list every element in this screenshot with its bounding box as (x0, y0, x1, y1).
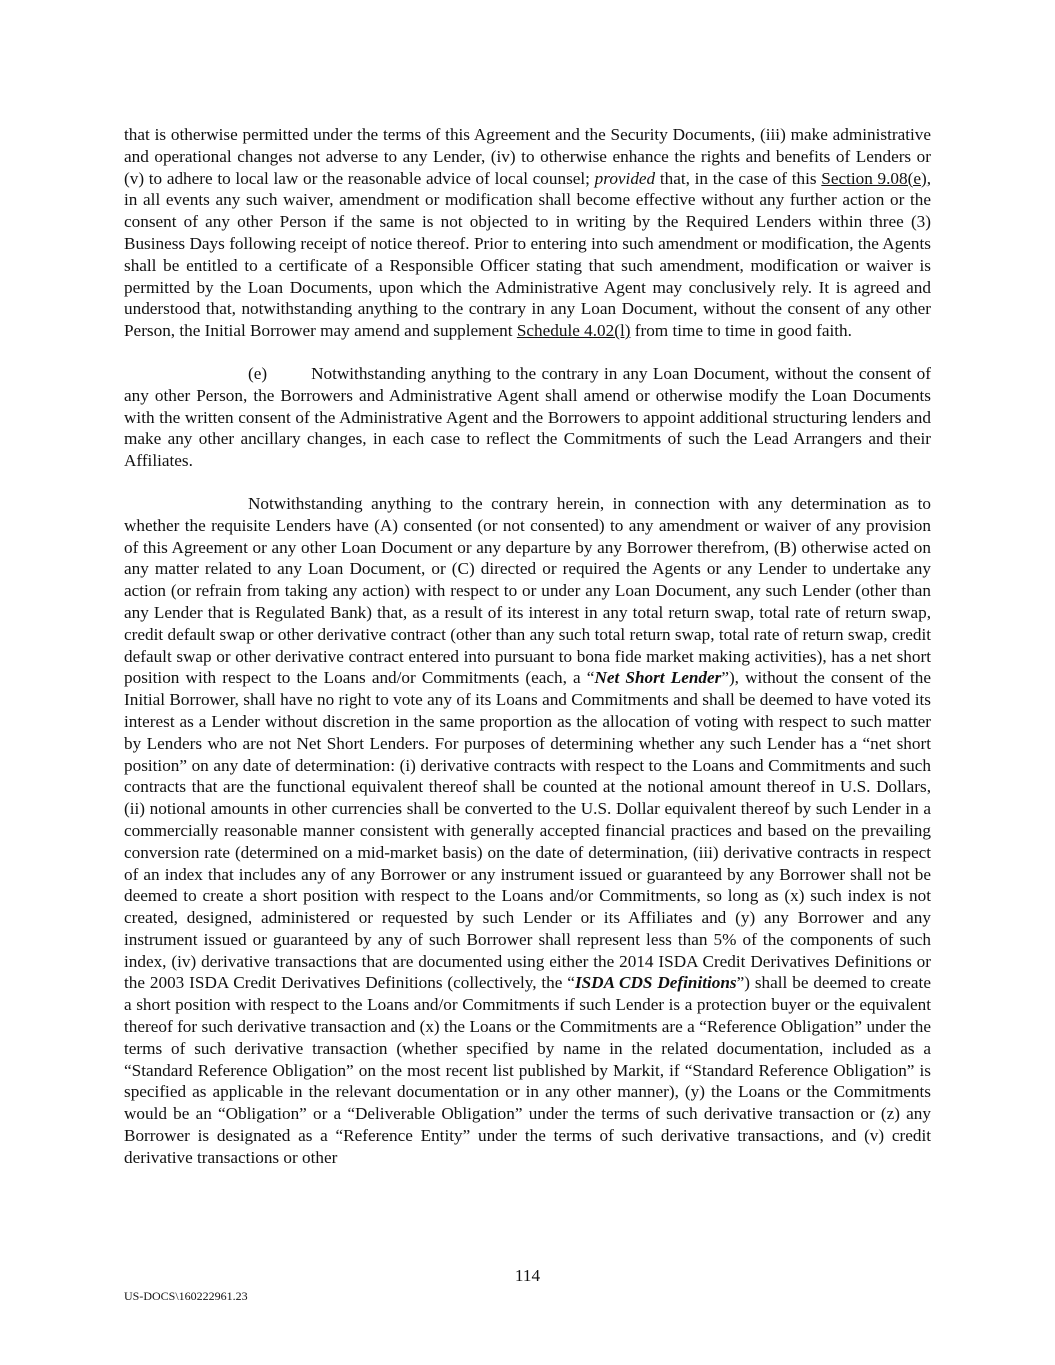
schedule-reference: Schedule 4.02(l) (516, 321, 631, 341)
text-run: , in all events any such waiver, amendment or modification shall become effective without any further action or the consent of any other Person if the same is not objected to in writing by the Required Lenders within three (3) Business Days following receipt of notice thereof. Prior to entering into such amendment or modification, the Agents shall be entitled to a certificate of a Responsible Officer stating that such amendment, modification or waiver is permitted by the Loan Documents, upon which the Administrative Agent may conclusively rely. It is agreed and understood that, notwithstanding anything to the contrary in any Loan Document, without the consent of any other Person, the Initial Borrower may amend and supplement (124, 168, 931, 341)
clause-label: (e) (248, 363, 268, 383)
paragraph-continuation (124, 124, 931, 342)
text-run: Notwithstanding anything to the contrary herein, in connection with any determination as to whether the requisite Lenders have (A) consented (or not consented) to any amendment or waiver of any provision of this Agreement or any other Loan Document or any departure by any Borrower therefrom, (B) otherwise acted on any matter related to any Loan Document, or (C) directed or required the Agents or any Lender to undertake any action (or refrain from taking any action) with respect to or under any Loan Document, any such Lender (other than any Lender that is Regulated Bank) that, as a result of its interest in any total return swap, total rate of return swap, credit default swap or other derivative contract (other than any such total return swap, total rate of return swap, credit default swap or other derivative contract entered into pursuant to bona fide market making activities), has a net short position with respect to the Loans and/or Commitments (each, a “ (124, 493, 931, 688)
text-run: from time to time in good faith. (630, 321, 852, 341)
text-run: that, in the case of this (655, 168, 822, 188)
provided-italic: provided (594, 168, 656, 188)
body-text (124, 124, 931, 1169)
document-id: US-DOCS\160222961.23 (124, 1289, 248, 1303)
section-reference: Section 9.08(e) (821, 168, 927, 188)
page-number: 114 (514, 1266, 541, 1285)
text-run: Notwithstanding anything to the contrary in any Loan Document, without the consent of any other Person, the Borrowers and Administrative Agent shall amend or otherwise modify the Loan Documents with the written consent of the Administrative Agent and the Borrowers to appoint additional structuring lenders and make any other ancillary changes, in each case to reflect the Commitments of such the Lead Arrangers and their Affiliates. (124, 363, 931, 471)
text-run: that is otherwise permitted under the terms of this Agreement and the Security Documents, (iii) make administrative and operational changes not adverse to any Lender, (iv) to otherwise enhance the rights and benefits of Lenders or (v) to adhere to local law or the reasonable advice of local counsel; (124, 125, 931, 188)
paragraph-e (124, 363, 931, 472)
paragraph-net-short-lender (124, 493, 931, 1169)
text-run: ”), without the consent of the Initial Borrower, shall have no right to vote any of its Loans and Commitments and shall be deemed to have voted its interest as a Lender without discretion in the same proportion as the allocation of voting with respect to such matter by Lenders who are not Net Short Lenders. For purposes of determining whether any such Lender has a “net short position” on any date of determination: (i) derivative contracts with respect to the Loans and Commitments and such contracts that are the functional equivalent thereof shall be counted at the notional amount thereof in U.S. Dollars, (ii) notional amounts in other currencies shall be converted to the U.S. Dollar equivalent thereof by such Lender in a commercially reasonable manner consistent with generally accepted financial practices and based on the prevailing conversion rate (determined on a mid-market basis) on the date of determination, (iii) derivative contracts in respect of an index that includes any of any Borrower or any instrument issued or guaranteed by any Borrower shall not be deemed to create a short position with respect to the Loans and/or Commitments, so long as (x) such index is not created, designed, administered or requested by such Lender or its Affiliates and (y) any Borrower and any instrument issued or guaranteed by any of such Borrower shall represent less than 5% of the components of such index, (iv) derivative transactions that are documented using either the 2014 ISDA Credit Derivatives Definitions or the 2003 ISDA Credit Derivatives Definitions (collectively, the “ (124, 668, 932, 993)
defined-term-net-short-lender: Net Short Lender (594, 668, 722, 688)
defined-term-isda-cds: ISDA CDS Definitions (574, 973, 737, 993)
text-run: ”) shall be deemed to create a short position with respect to the Loans and/or Commitments if such Lender is a protection buyer or the equivalent thereof for such derivative transaction and (x) the Loans or the Commitments are a “Reference Obligation” under the terms of such derivative transaction (whether specified by name in the related documentation, included as a “Standard Reference Obligation” on the most recent list published by Markit, if “Standard Reference Obligation” is specified as applicable in the relevant documentation or in any other manner), (y) the Loans or the Commitments would be an “Obligation” or a “Deliverable Obligation” under the terms of such derivative transaction or (z) any Borrower is designated as a “Reference Entity” under the terms of such derivative transactions, and (v) credit derivative transactions or other (124, 973, 931, 1167)
